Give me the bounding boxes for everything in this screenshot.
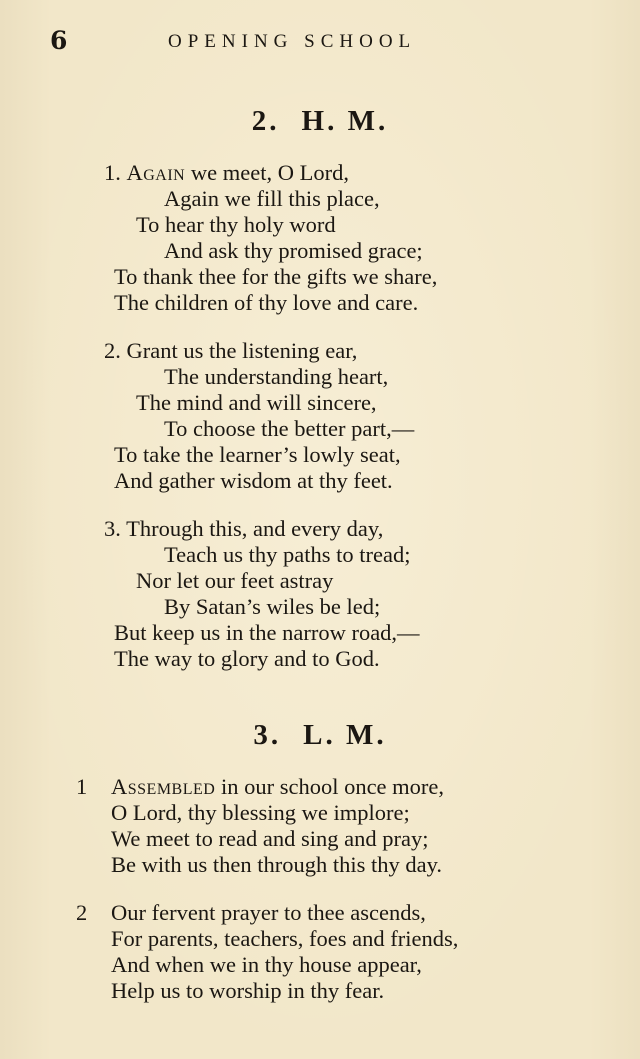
verse-line: O Lord, thy blessing we implore; (111, 800, 410, 825)
verse-line: Teach us thy paths to tread; (164, 542, 411, 567)
verse-line: 3. Through this, and every day, (104, 516, 384, 541)
stanza-number: 2 (76, 900, 88, 925)
verse-line: We meet to read and sing and pray; (111, 826, 429, 851)
verse-line: For parents, teachers, foes and friends, (111, 926, 459, 951)
verse-line: Be with us then through this thy day. (111, 852, 443, 877)
verse-line: Assembled in our school once more, (111, 774, 445, 799)
running-title: OPENING SCHOOL (168, 31, 417, 52)
stanza-first-words: Again (126, 160, 186, 185)
verse-line: And gather wisdom at thy feet. (114, 468, 393, 493)
hymn-number: 2. (251, 105, 280, 137)
verse-line: The way to glory and to God. (114, 646, 380, 671)
stanza-number: 1. (104, 160, 121, 185)
hymn-2-heading (0, 104, 640, 138)
stanza-number: 2. (104, 338, 121, 363)
verse-line: To take the learner’s lowly seat, (114, 442, 401, 467)
stanza-number: 3. (104, 516, 121, 541)
verse-line: The understanding heart, (164, 364, 389, 389)
hymn-meter: L. M. (303, 719, 387, 751)
hymn-meter: H. M. (301, 105, 389, 137)
verse-line: And when we in thy house appear, (111, 952, 422, 977)
verse-line: To choose the better part,— (164, 416, 415, 441)
verse-line: 2. Grant us the listening ear, (104, 338, 358, 363)
verse-line: By Satan’s wiles be led; (164, 594, 381, 619)
verse-line: The children of thy love and care. (114, 290, 419, 315)
running-head (50, 26, 610, 56)
verse-line: Again we fill this place, (164, 186, 380, 211)
hymn-3-heading (0, 718, 640, 752)
verse-line: Help us to worship in thy fear. (111, 978, 385, 1003)
hymn-number: 3. (253, 719, 282, 751)
verse-line: Our fervent prayer to thee ascends, (111, 900, 426, 925)
verse-line: But keep us in the narrow road,— (114, 620, 420, 645)
page-number: 6 (50, 26, 68, 55)
verse-line: The mind and will sincere, (136, 390, 377, 415)
verse-line: And ask thy promised grace; (164, 238, 423, 263)
verse-line: 1. Again we meet, O Lord, (104, 160, 349, 185)
stanza-number: 1 (76, 774, 88, 799)
verse-line: To thank thee for the gifts we share, (114, 264, 438, 289)
stanza-first-words: Assembled (111, 774, 216, 799)
verse-line: Nor let our feet astray (136, 568, 334, 593)
verse-line: To hear thy holy word (136, 212, 336, 237)
